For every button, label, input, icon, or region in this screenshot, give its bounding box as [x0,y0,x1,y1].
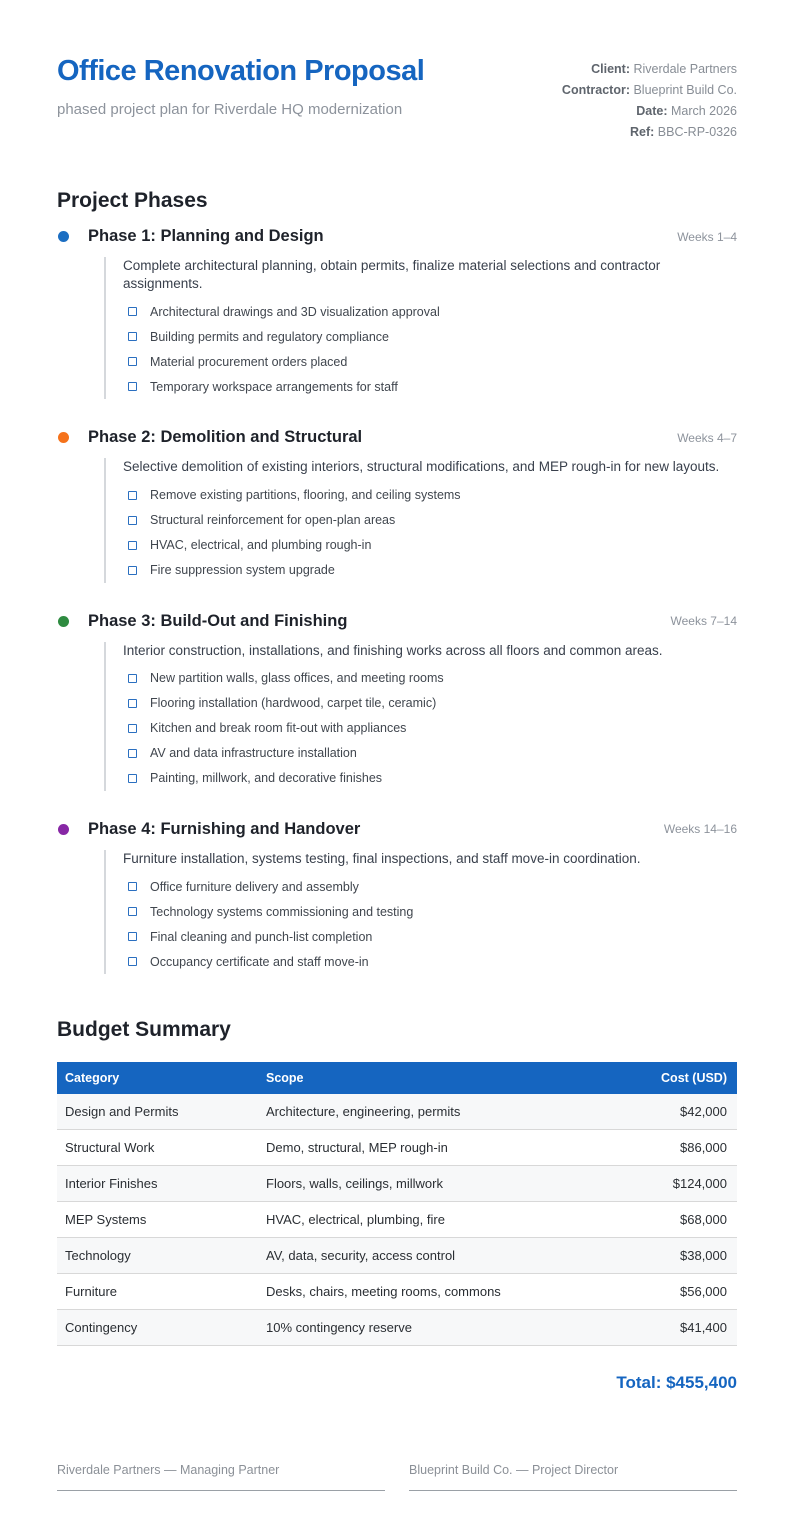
cell-cost: $41,400 [567,1310,737,1346]
checkbox-icon [128,907,137,916]
phase-description: Selective demolition of existing interiors, structural modifications, and MEP rough-in for new layouts. [123,459,720,475]
cell-cost: $124,000 [567,1166,737,1202]
task-label: New partition walls, glass offices, and meeting rooms [150,671,444,686]
phase-3 [57,612,737,791]
task-item [123,483,737,508]
meta-label: Contractor: [561,83,630,97]
phase-4-body [104,850,737,974]
checkbox-icon [128,491,137,500]
cell-cost: $38,000 [567,1238,737,1274]
task-item [123,374,737,399]
task-label: Structural reinforcement for open-plan areas [150,513,396,528]
table-row [57,1238,737,1274]
task-list [123,666,737,791]
cell-category: Design and Permits [57,1094,258,1130]
phase-description: Complete architectural planning, obtain permits, finalize material selections and contractor assignments. [123,258,661,292]
cell-category: Technology [57,1238,258,1274]
phase-2 [57,428,737,582]
checkbox-icon [128,774,137,783]
cell-scope: Architecture, engineering, permits [258,1094,567,1130]
checkbox-icon [128,932,137,941]
task-item [123,533,737,558]
phase-4 [57,820,737,974]
checkbox-icon [128,516,137,525]
phase-1 [57,227,737,399]
cell-category: MEP Systems [57,1202,258,1238]
cell-category: Contingency [57,1310,258,1346]
checkbox-icon [128,699,137,708]
signature-row [57,1463,737,1491]
table-row [57,1166,737,1202]
cell-scope: AV, data, security, access control [258,1238,567,1274]
phase-3-body [104,642,737,791]
cell-category: Furniture [57,1274,258,1310]
phase-1-header [57,227,737,246]
cell-category: Structural Work [57,1130,258,1166]
checkbox-icon [128,674,137,683]
meta-row-client [562,59,737,80]
column-header-category: Category [57,1062,258,1094]
page-subtitle: phased project plan for Riverdale HQ modernization [57,100,403,118]
task-label: Flooring installation (hardwood, carpet tile, ceramic) [150,696,437,711]
phase-2-body [104,458,737,582]
phase-bullet-icon [58,616,69,627]
phase-1-body [104,257,737,399]
checkbox-icon [128,957,137,966]
title-block [57,56,424,118]
meta-value: March 2026 [670,104,737,118]
phase-title: Phase 4: Furnishing and Handover [88,819,361,838]
phase-3-header [57,612,737,631]
task-list [123,874,737,974]
meta-label: Date: [636,104,668,118]
task-label: Material procurement orders placed [150,354,348,369]
task-item [123,874,737,899]
task-list [123,299,737,399]
task-item [123,766,737,791]
task-item [123,299,737,324]
phase-description: Interior construction, installations, and finishing works across all floors and common areas. [123,642,663,658]
meta-row-date [562,101,737,122]
checkbox-icon [128,357,137,366]
task-item [123,949,737,974]
budget-header-row [57,1062,737,1094]
meta-row-contractor [562,80,737,101]
phase-title: Phase 2: Demolition and Structural [88,428,363,447]
phase-weeks-badge: Weeks 4–7 [677,430,737,445]
task-item [123,508,737,533]
budget-table-head [57,1062,737,1094]
task-list [123,483,737,583]
phase-weeks-badge: Weeks 14–16 [663,822,737,837]
checkbox-icon [128,882,137,891]
table-row [57,1202,737,1238]
cell-cost: $86,000 [567,1130,737,1166]
task-label: Remove existing partitions, flooring, and ceiling systems [150,488,461,503]
task-item [123,716,737,741]
task-item [123,899,737,924]
budget-table-body [57,1094,737,1346]
task-item [123,349,737,374]
meta-label: Client: [591,62,630,76]
phase-2-header [57,428,737,447]
checkbox-icon [128,332,137,341]
table-row [57,1094,737,1130]
checkbox-icon [128,566,137,575]
phase-4-header [57,820,737,839]
task-label: Kitchen and break room fit-out with appliances [150,721,407,736]
budget-section-heading: Budget Summary [57,1018,231,1042]
task-label: AV and data infrastructure installation [150,746,357,761]
cell-cost: $68,000 [567,1202,737,1238]
task-label: Occupancy certificate and staff move-in [150,954,369,969]
signature-label: Riverdale Partners — Managing Partner [57,1463,385,1491]
phase-bullet-icon [58,432,69,443]
phase-description: Furniture installation, systems testing, final inspections, and staff move-in coordination. [123,850,641,866]
task-label: HVAC, electrical, and plumbing rough-in [150,538,372,553]
cell-cost: $56,000 [567,1274,737,1310]
task-item [123,558,737,583]
checkbox-icon [128,307,137,316]
task-label: Final cleaning and punch-list completion [150,929,373,944]
task-label: Fire suppression system upgrade [150,563,335,578]
cell-scope: Floors, walls, ceilings, millwork [258,1166,567,1202]
signature-block-contractor [409,1463,737,1491]
cell-cost: $42,000 [567,1094,737,1130]
budget-total: Total: $455,400 [616,1373,737,1393]
checkbox-icon [128,382,137,391]
phase-weeks-badge: Weeks 7–14 [670,614,737,629]
table-row [57,1274,737,1310]
cell-scope: Demo, structural, MEP rough-in [258,1130,567,1166]
cell-scope: Desks, chairs, meeting rooms, commons [258,1274,567,1310]
task-item [123,324,737,349]
column-header-scope: Scope [258,1062,567,1094]
meta-value: Riverdale Partners [633,62,737,76]
phase-title: Phase 1: Planning and Design [88,227,324,245]
budget-table [57,1062,737,1346]
task-label: Technology systems commissioning and testing [150,904,414,919]
task-item [123,741,737,766]
phases-list [57,227,737,974]
task-label: Building permits and regulatory compliance [150,329,390,344]
phase-weeks-badge: Weeks 1–4 [677,229,737,244]
task-item [123,924,737,949]
meta-value: BBC-RP-0326 [657,125,737,139]
task-item [123,691,737,716]
meta-block [562,56,737,143]
task-label: Architectural drawings and 3D visualization approval [150,304,440,319]
phases-section-heading: Project Phases [57,189,208,212]
signature-block-client [57,1463,385,1491]
task-label: Office furniture delivery and assembly [150,879,359,894]
meta-row-ref [562,122,737,143]
phase-title: Phase 3: Build-Out and Finishing [88,611,348,630]
phase-bullet-icon [58,824,69,835]
signature-label: Blueprint Build Co. — Project Director [409,1463,737,1491]
page-title: Office Renovation Proposal [57,55,425,87]
cell-scope: 10% contingency reserve [258,1310,567,1346]
task-label: Temporary workspace arrangements for staff [150,379,398,394]
task-item [123,666,737,691]
meta-label: Ref: [630,125,655,139]
task-label: Painting, millwork, and decorative finishes [150,771,383,786]
checkbox-icon [128,541,137,550]
meta-value: Blueprint Build Co. [633,83,737,97]
document-header [57,56,737,143]
checkbox-icon [128,749,137,758]
phase-bullet-icon [58,231,69,242]
table-row [57,1130,737,1166]
column-header-cost: Cost (USD) [567,1062,737,1094]
cell-category: Interior Finishes [57,1166,258,1202]
checkbox-icon [128,724,137,733]
cell-scope: HVAC, electrical, plumbing, fire [258,1202,567,1238]
table-row [57,1310,737,1346]
